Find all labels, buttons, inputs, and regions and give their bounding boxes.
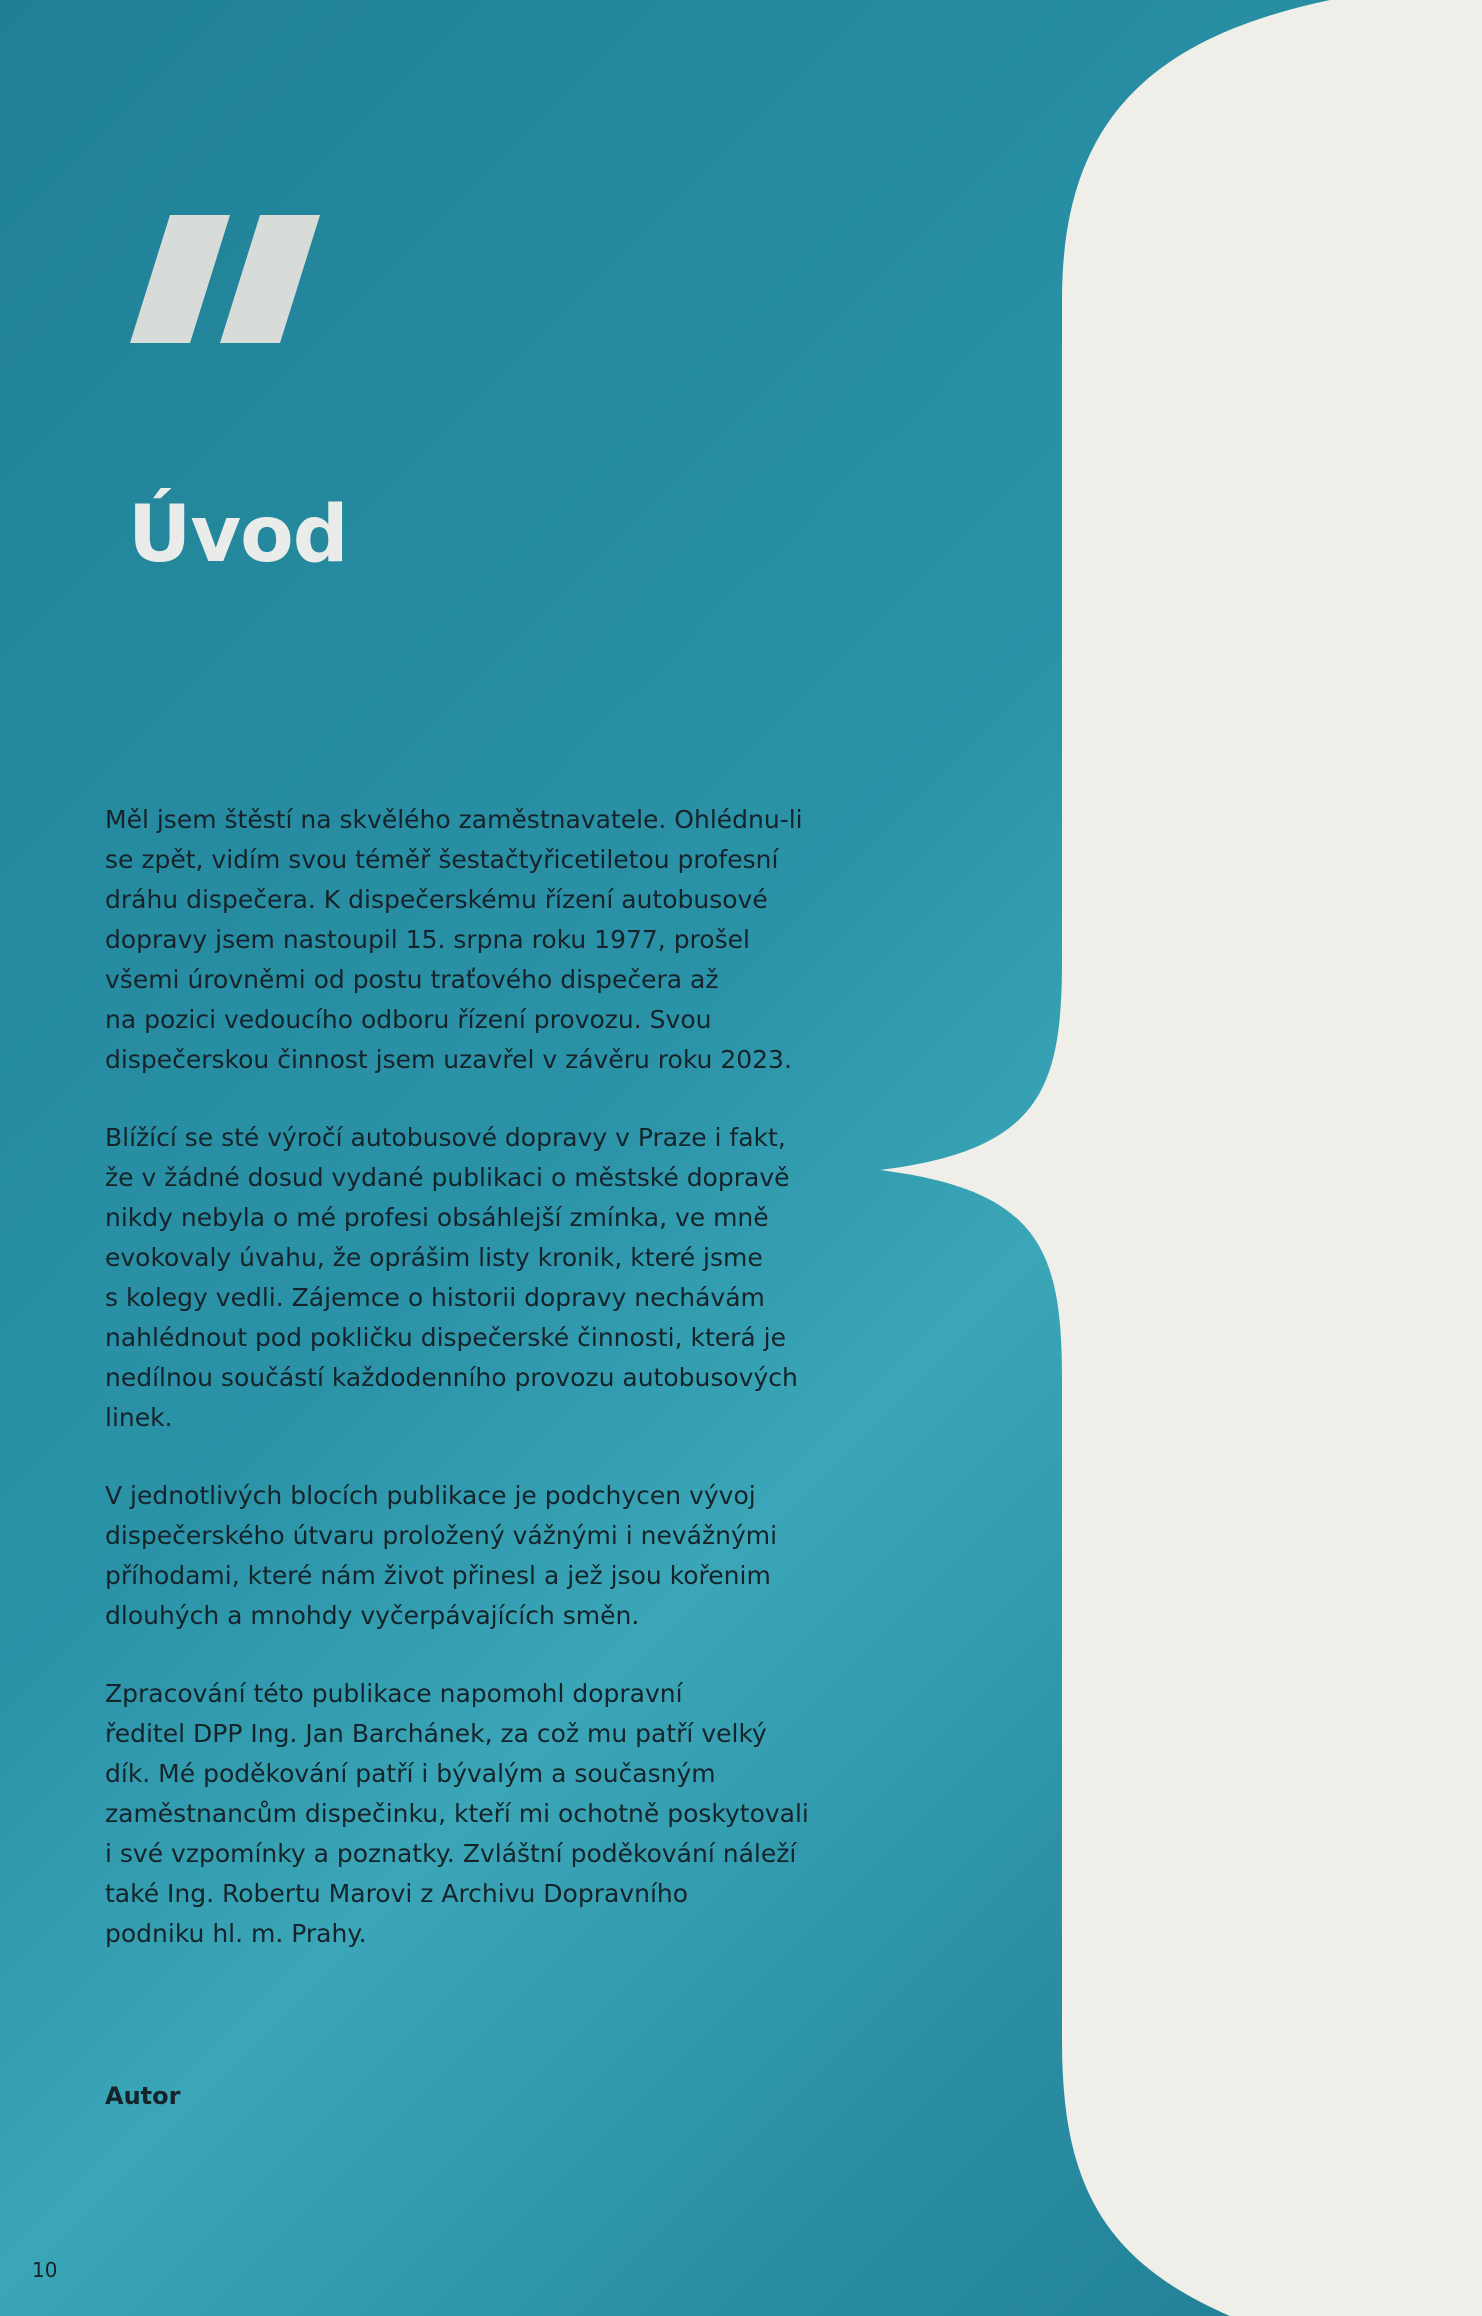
author-signature: Autor — [105, 2082, 181, 2110]
page-number: 10 — [32, 2258, 58, 2282]
text-line: dispečerskou činnost jsem uzavřel v závěru roku 2023. — [105, 1045, 792, 1074]
text-line: nedílnou součástí každodenního provozu autobusových — [105, 1363, 798, 1392]
text-line: evokovaly úvahu, že oprášim listy kronik, které jsme — [105, 1243, 763, 1272]
text-line: příhodami, které nám život přinesl a jež jsou kořenim — [105, 1561, 771, 1590]
text-line: dispečerského útvaru proložený vážnými i nevážnými — [105, 1521, 778, 1550]
text-line: nikdy nebyla o mé profesi obsáhlejší zmínka, ve mně — [105, 1203, 769, 1232]
text-line: dopravy jsem nastoupil 15. srpna roku 1977, prošel — [105, 925, 750, 954]
text-line: linek. — [105, 1403, 173, 1432]
body-paragraph — [105, 800, 840, 1080]
body-paragraph — [105, 1118, 840, 1438]
text-line: se zpět, vidím svou téměř šestačtyřicetiletou profesní — [105, 845, 779, 874]
body-paragraph — [105, 1674, 840, 1954]
text-line: s kolegy vedli. Zájemce o historii dopravy nechávám — [105, 1283, 765, 1312]
body-text — [105, 800, 840, 1992]
text-line: Blížící se sté výročí autobusové dopravy v Praze i fakt, — [105, 1123, 786, 1152]
text-line: podniku hl. m. Prahy. — [105, 1919, 367, 1948]
text-line: ředitel DPP Ing. Jan Barchánek, za což mu patří velký — [105, 1719, 767, 1748]
quotation-mark-icon — [130, 215, 330, 345]
text-line: všemi úrovněmi od postu traťového dispečera až — [105, 965, 719, 994]
text-line: Zpracování této publikace napomohl dopravní — [105, 1679, 683, 1708]
text-line: nahlédnout pod pokličku dispečerské činnosti, která je — [105, 1323, 787, 1352]
text-line: dlouhých a mnohdy vyčerpávajících směn. — [105, 1601, 640, 1630]
text-line: V jednotlivých blocích publikace je podchycen vývoj — [105, 1481, 756, 1510]
text-line: zaměstnancům dispečinku, kteří mi ochotně poskytovali — [105, 1799, 809, 1828]
page-title: Úvod — [128, 490, 348, 580]
text-line: také Ing. Robertu Marovi z Archivu Dopravního — [105, 1879, 689, 1908]
text-line: na pozici vedoucího odboru řízení provozu. Svou — [105, 1005, 712, 1034]
text-line: Měl jsem štěstí na skvělého zaměstnavatele. Ohlédnu-li — [105, 805, 803, 834]
text-line: i své vzpomínky a poznatky. Zvláštní poděkování náleží — [105, 1839, 797, 1868]
text-line: dík. Mé poděkování patří i bývalým a současným — [105, 1759, 716, 1788]
text-line: že v žádné dosud vydané publikaci o městské dopravě — [105, 1163, 790, 1192]
text-line: dráhu dispečera. K dispečerskému řízení autobusové — [105, 885, 768, 914]
body-paragraph — [105, 1476, 840, 1636]
